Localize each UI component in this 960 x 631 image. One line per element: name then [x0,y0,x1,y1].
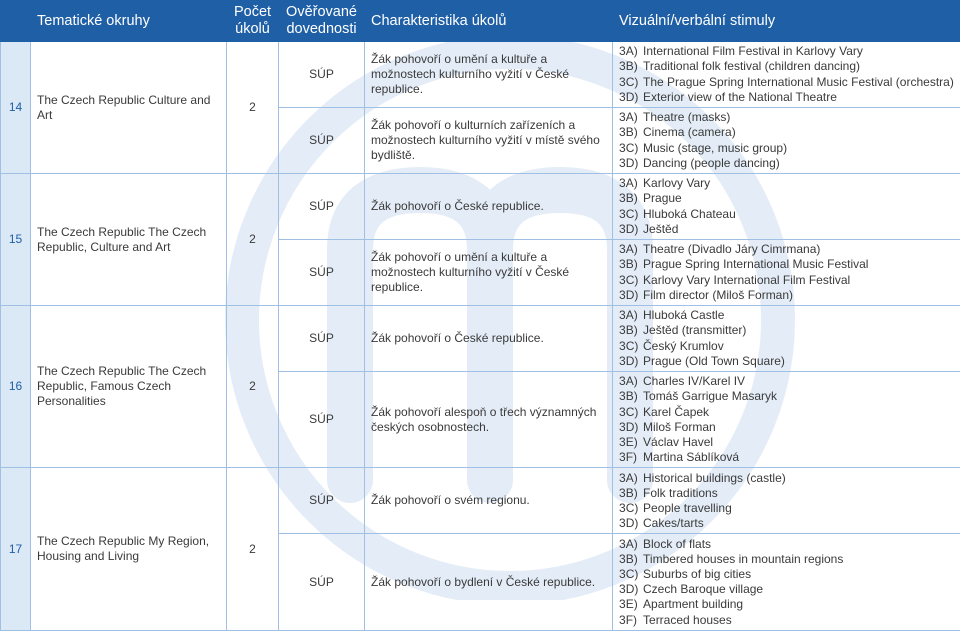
topic-name: The Czech Republic Culture and Art [31,42,227,174]
stimulus-item: 3E) Apartment building [619,597,744,612]
topic-number: 14 [1,42,31,174]
table-row [1,306,960,372]
stimulus-item: 3F) Terraced houses [619,612,732,627]
task-description: Žák pohovoří o České republice. [365,306,613,372]
stimulus-item: 3A) Historical buildings (castle) [619,470,786,485]
stimulus-item: 3C) Suburbs of big cities [619,567,752,582]
stimulus-item: 3B) Traditional folk festival (children dancing) [619,59,861,74]
task-description: Žák pohovoří o umění a kultuře a možnostech kulturního vyžití v České republice. [365,240,613,306]
stimuli-list [613,108,960,174]
skill-code: SÚP [279,372,365,468]
topic-name: The Czech Republic The Czech Republic, Culture and Art [31,174,227,306]
stimuli-list [613,534,960,631]
skill-code: SÚP [279,42,365,108]
task-count: 2 [227,306,279,468]
task-description: Žák pohovoří o umění a kultuře a možnostech kulturního vyžití v České republice. [365,42,613,108]
stimulus-item: 3C) Karlovy Vary International Film Festival [619,272,851,287]
stimulus-item: 3D) Cakes/tarts [619,516,704,531]
stimulus-item: 3B) Ještěd (transmitter) [619,323,747,338]
topic-name: The Czech Republic My Region, Housing and Living [31,468,227,631]
topic-number: 16 [1,306,31,468]
topic-name: The Czech Republic The Czech Republic, Famous Czech Personalities [31,306,227,468]
stimulus-item: 3A) Theatre (Divadlo Járy Cimrmana) [619,242,821,257]
header-task: Charakteristika úkolů [365,1,613,42]
task-description: Žák pohovoří alespoň o třech významných českých osobnostech. [365,372,613,468]
skill-code: SÚP [279,174,365,240]
stimulus-item: 3D) Dancing (people dancing) [619,155,780,170]
stimulus-item: 3A) Karlovy Vary [619,176,711,191]
stimulus-item: 3D) Prague (Old Town Square) [619,353,785,368]
stimulus-item: 3C) Karel Čapek [619,404,710,419]
stimuli-list [613,240,960,306]
task-count: 2 [227,468,279,631]
stimulus-item: 3B) Folk traditions [619,485,718,500]
stimulus-item: 3A) International Film Festival in Karlovy Vary [619,44,863,59]
stimulus-item: 3C) The Prague Spring International Music Festival (orchestra) [619,74,954,89]
header-topics: Tematické okruhy [1,1,227,42]
table-row [1,42,960,108]
stimulus-item: 3E) Václav Havel [619,434,714,449]
skill-code: SÚP [279,108,365,174]
header-row [1,1,960,42]
stimulus-item: 3B) Prague [619,191,682,206]
header-skills: Ověřované dovednosti [279,1,365,42]
stimuli-list [613,372,960,468]
skill-code: SÚP [279,240,365,306]
stimulus-item: 3B) Cinema (camera) [619,125,736,140]
stimulus-item: 3D) Exterior view of the National Theatre [619,89,837,104]
task-description: Žák pohovoří o svém regionu. [365,468,613,534]
stimulus-item: 3A) Theatre (masks) [619,110,731,125]
topic-number: 17 [1,468,31,631]
stimulus-item: 3F) Martina Sáblíková [619,450,740,465]
task-description: Žák pohovoří o České republice. [365,174,613,240]
stimulus-item: 3A) Hluboká Castle [619,308,725,323]
stimuli-list [613,306,960,372]
stimulus-item: 3C) People travelling [619,500,732,515]
skill-code: SÚP [279,306,365,372]
stimulus-item: 3A) Block of flats [619,536,712,551]
stimulus-item: 3C) Český Krumlov [619,338,724,353]
skill-code: SÚP [279,468,365,534]
stimulus-item: 3D) Czech Baroque village [619,582,764,597]
skill-code: SÚP [279,534,365,631]
task-description: Žák pohovoří o bydlení v České republice. [365,534,613,631]
header-count: Počet úkolů [227,1,279,42]
stimulus-item: 3D) Film director (Miloš Forman) [619,287,794,302]
task-description: Žák pohovoří o kulturních zařízeních a možnostech kulturního vyžití v místě svého bydliště. [365,108,613,174]
stimulus-item: 3A) Charles IV/Karel IV [619,374,746,389]
header-stimuli: Vizuální/verbální stimuly [613,1,960,42]
stimulus-item: 3B) Timbered houses in mountain regions [619,551,844,566]
stimulus-item: 3B) Prague Spring International Music Festival [619,257,869,272]
stimulus-item: 3D) Ještěd [619,221,679,236]
table-row [1,174,960,240]
stimulus-item: 3B) Tomáš Garrigue Masaryk [619,389,778,404]
table-row [1,468,960,534]
stimulus-item: 3C) Music (stage, music group) [619,140,788,155]
stimuli-list [613,42,960,108]
task-count: 2 [227,42,279,174]
task-count: 2 [227,174,279,306]
stimuli-list [613,174,960,240]
topic-number: 15 [1,174,31,306]
stimuli-list [613,468,960,534]
stimulus-item: 3D) Miloš Forman [619,419,716,434]
stimulus-item: 3C) Hluboká Chateau [619,206,736,221]
